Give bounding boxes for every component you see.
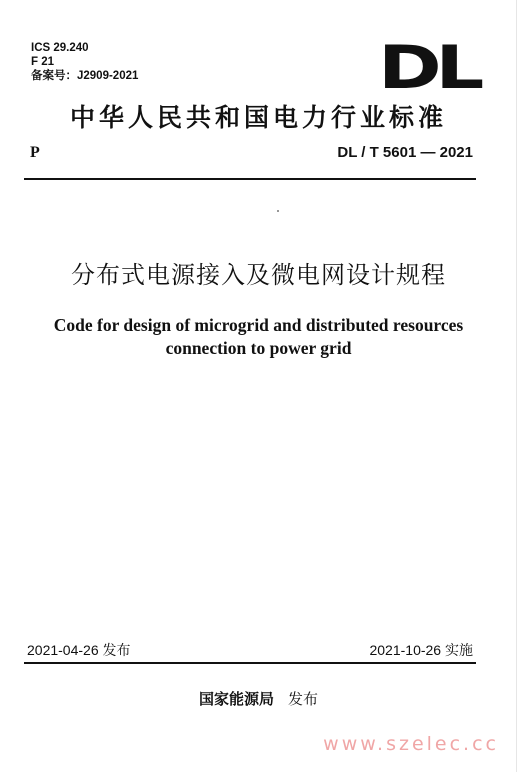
publisher-name: 国家能源局 xyxy=(198,690,274,708)
implementation-date: 2021-10-26 实施 xyxy=(369,642,473,658)
top-divider xyxy=(24,178,476,180)
print-speck xyxy=(277,210,279,212)
english-title xyxy=(0,314,517,360)
english-title-line-2: connection to power grid xyxy=(165,338,352,358)
bottom-divider xyxy=(24,662,476,664)
ics-code: ICS 29.240 xyxy=(31,42,89,54)
standard-number: DL / T 5601 — 2021 xyxy=(337,144,473,161)
publisher-line xyxy=(0,688,517,709)
organization-heading: 中华人民共和国电力行业标准 xyxy=(69,103,447,132)
english-title-line-1: Code for design of microgrid and distributed resources xyxy=(53,315,464,335)
standard-meta xyxy=(31,41,138,83)
classification-code: P xyxy=(30,144,40,161)
publisher-action: 发布 xyxy=(288,690,319,708)
ccs-code: F 21 xyxy=(31,56,55,68)
site-watermark: www.szelec.cc xyxy=(323,733,499,755)
issue-date: 2021-04-26 发布 xyxy=(27,642,131,658)
record-number: 备案号：J2909-2021 xyxy=(31,70,139,82)
dl-logo: DL xyxy=(378,33,478,103)
chinese-title: 分布式电源接入及微电网设计规程 xyxy=(71,261,446,289)
